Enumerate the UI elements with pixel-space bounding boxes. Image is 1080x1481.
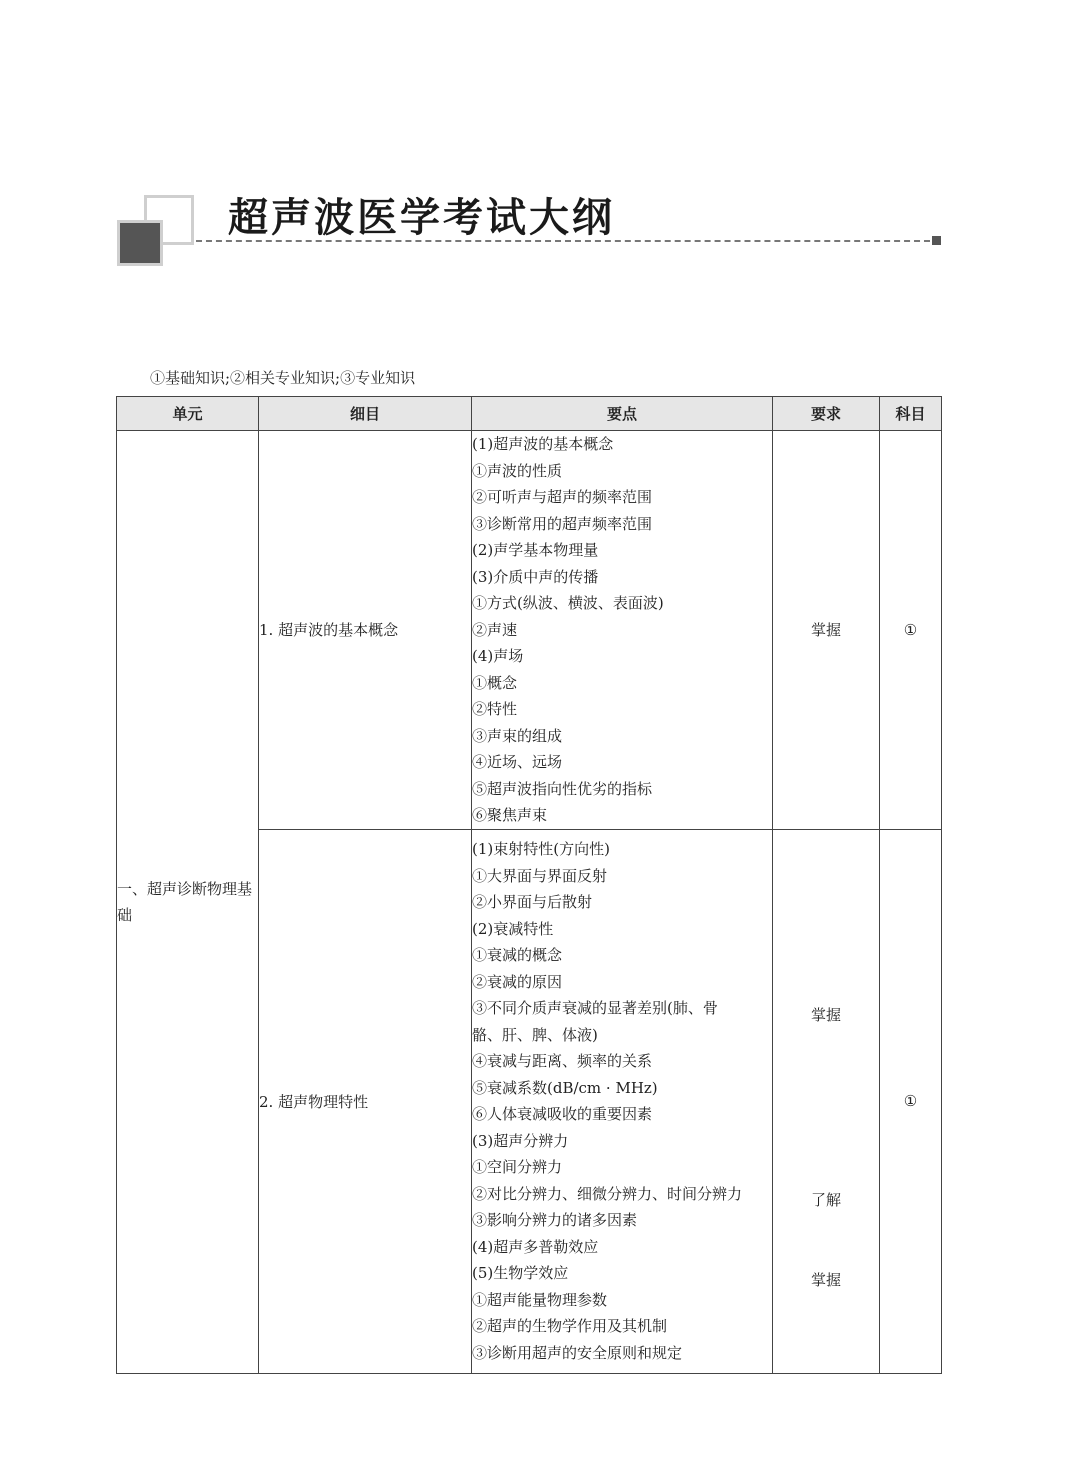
point-item: ④近场、远场 (472, 753, 563, 771)
point-item: ②对比分辨力、细微分辨力、时间分辨力 (472, 1184, 743, 1203)
point-item: (1)超声波的基本概念 (472, 435, 614, 453)
table-row (117, 431, 942, 830)
unit-cell: 一、超声诊断物理基础 (117, 431, 259, 1374)
point-item: ②可听声与超声的频率范围 (472, 488, 653, 506)
point-item: ⑥人体衰减吸收的重要因素 (472, 1105, 653, 1123)
point-item: ①大界面与界面反射 (472, 866, 608, 885)
subject-cell: ① (880, 431, 942, 830)
header-decoration-square-filled (117, 220, 163, 266)
requirement-cell (773, 829, 880, 1373)
point-item: ③不同介质声衰减的显著差别(肺、骨 (472, 999, 718, 1017)
page-title: 超声波医学考试大纲 (228, 195, 615, 241)
point-item: ①空间分辨力 (472, 1158, 563, 1176)
point-item: ⑥聚焦声束 (472, 806, 548, 824)
point-item: ②衰减的原因 (472, 972, 563, 991)
point-item: ③声束的组成 (472, 726, 563, 745)
point-item: ③诊断用超声的安全原则和规定 (472, 1343, 683, 1362)
points-cell (472, 829, 773, 1373)
header-subject: 科目 (880, 397, 942, 431)
point-item: ②特性 (472, 700, 518, 718)
point-item: ⑤超声波指向性优劣的指标 (472, 779, 653, 798)
title-dashed-rule (196, 240, 930, 242)
point-item: ②超声的生物学作用及其机制 (472, 1317, 668, 1335)
point-item: ③影响分辨力的诸多因素 (472, 1211, 638, 1229)
point-item: (5)生物学效应 (472, 1264, 569, 1282)
detail-cell: 1. 超声波的基本概念 (259, 431, 472, 830)
point-item: 骼、肝、脾、体液) (472, 1025, 598, 1044)
requirement-stack (773, 837, 879, 1367)
points-cell (472, 431, 773, 830)
requirement-label: 了解 (810, 1190, 841, 1209)
requirement-cell: 掌握 (773, 431, 880, 830)
point-item: (1)束射特性(方向性) (472, 840, 610, 858)
header-unit: 单元 (117, 397, 259, 431)
point-item: (2)衰减特性 (472, 919, 554, 938)
point-item: (2)声学基本物理量 (472, 541, 599, 559)
header-requirement: 要求 (773, 397, 880, 431)
point-item: ③诊断常用的超声频率范围 (472, 514, 653, 533)
point-item: ①声波的性质 (472, 461, 563, 480)
subject-cell: ① (880, 829, 942, 1373)
point-item: ⑤衰减系数(dB/cm · MHz) (472, 1078, 658, 1097)
point-item: ②声速 (472, 620, 518, 639)
title-rule-end-marker (932, 236, 941, 245)
point-item: (3)介质中声的传播 (472, 567, 599, 586)
point-item: (4)声场 (472, 647, 524, 665)
detail-cell: 2. 超声物理特性 (259, 829, 472, 1373)
point-item: ①概念 (472, 673, 518, 692)
point-item: ①超声能量物理参数 (472, 1290, 608, 1309)
point-item: ①衰减的概念 (472, 946, 563, 964)
subject-legend: ①基础知识;②相关专业知识;③专业知识 (150, 369, 416, 387)
requirement-label: 掌握 (810, 1005, 841, 1024)
point-item: (4)超声多普勒效应 (472, 1237, 599, 1256)
point-item: (3)超声分辨力 (472, 1131, 569, 1150)
header-detail: 细目 (259, 397, 472, 431)
exam-outline-table (116, 396, 942, 1374)
point-item: ①方式(纵波、横波、表面波) (472, 594, 664, 612)
header-points: 要点 (472, 397, 773, 431)
table-header-row (117, 397, 942, 431)
point-item: ④衰减与距离、频率的关系 (472, 1052, 653, 1070)
point-item: ②小界面与后散射 (472, 893, 593, 911)
requirement-label: 掌握 (810, 1270, 841, 1289)
